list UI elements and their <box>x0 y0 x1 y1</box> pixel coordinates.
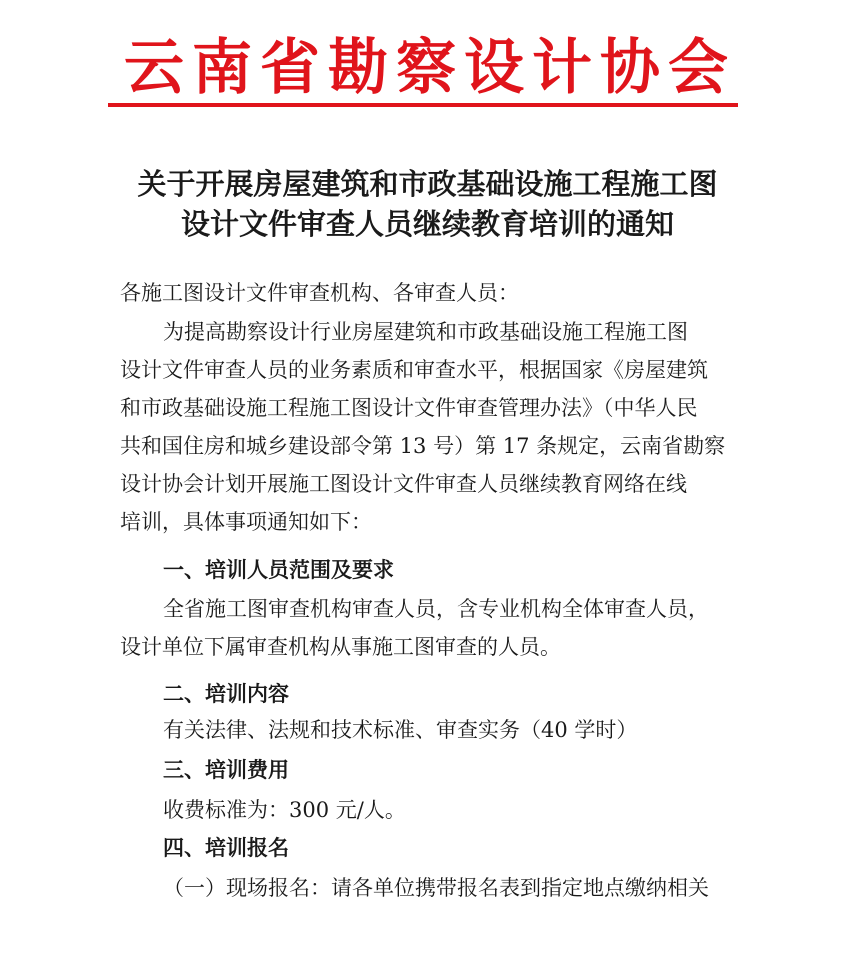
section-3-heading: 三、培训费用 <box>163 758 289 782</box>
notice-title-line-2: 设计文件审查人员继续教育培训的通知 <box>180 207 674 241</box>
notice-title-line-1: 关于开展房屋建筑和市政基础设施工程施工图 <box>137 167 718 201</box>
intro-line-1: 为提高勘察设计行业房屋建筑和市政基础设施工程施工图 <box>163 320 688 344</box>
section-2-heading: 二、培训内容 <box>163 682 289 706</box>
intro-line-3: 和市政基础设施工程施工图设计文件审查管理办法》（中华人民 <box>120 396 698 420</box>
section-4-heading: 四、培训报名 <box>163 836 289 860</box>
section-3-line-1: 收费标准为：300 元/人。 <box>163 798 406 822</box>
intro-line-2: 设计文件审查人员的业务素质和审查水平，根据国家《房屋建筑 <box>120 358 708 382</box>
intro-line-4: 共和国住房和城乡建设部令第 13 号）第 17 条规定，云南省勘察 <box>120 434 726 458</box>
letterhead-red-rule <box>108 103 738 107</box>
section-4-line-1: （一）现场报名：请各单位携带报名表到指定地点缴纳相关 <box>163 876 709 900</box>
intro-line-6: 培训，具体事项通知如下： <box>120 510 372 534</box>
salutation: 各施工图设计文件审查机构、各审查人员： <box>120 281 519 305</box>
section-1-line-2: 设计单位下属审查机构从事施工图审查的人员。 <box>120 635 561 659</box>
section-1-line-1: 全省施工图审查机构审查人员，含专业机构全体审查人员， <box>163 597 709 621</box>
section-2-line-1: 有关法律、法规和技术标准、审查实务（40 学时） <box>163 718 638 742</box>
section-1-heading: 一、培训人员范围及要求 <box>163 558 394 582</box>
intro-line-5: 设计协会计划开展施工图设计文件审查人员继续教育网络在线 <box>120 472 687 496</box>
letterhead-org-name: 云南省勘察设计协会 <box>124 33 736 103</box>
